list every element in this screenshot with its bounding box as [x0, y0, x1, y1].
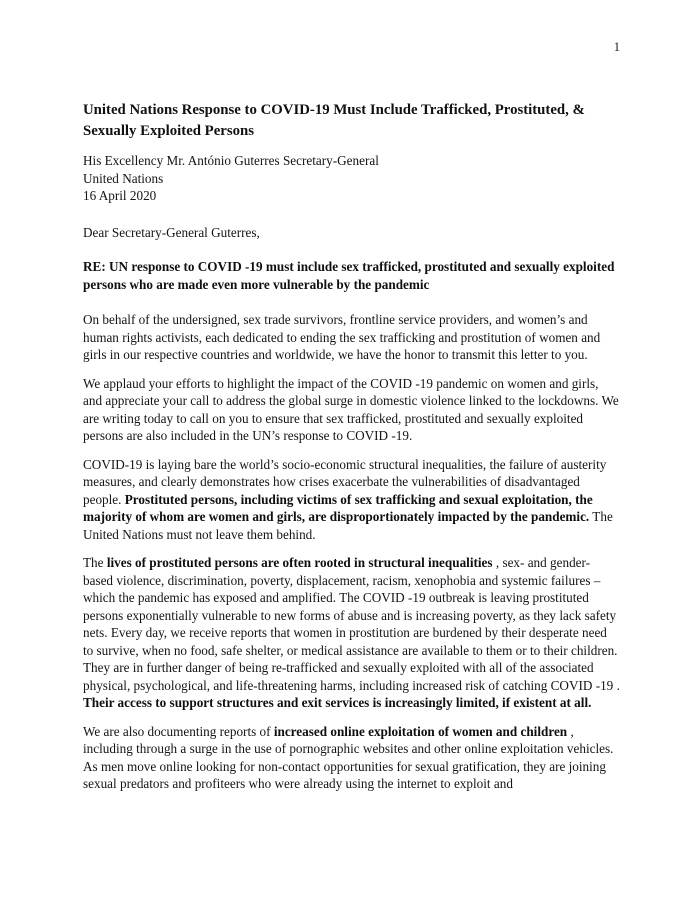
subject-line: RE: UN response to COVID -19 must include sex trafficked, prostituted and sexually exploited persons who are made even more vulnerable by the pandemic: [83, 259, 615, 292]
paragraph-segment-bold: lives of prostituted persons are often rooted in structural inequalities: [106, 555, 493, 570]
paragraph-segment: COVID-19 is laying bare the world’s socio-economic structural inequalities, the failure of austerity measures, and clearly demonstrates how crises exacerbate the vulnerabilities of disadvantaged people.: [83, 456, 607, 507]
paragraph-segment: The United Nations must not leave them behind.: [83, 509, 613, 542]
paragraph-3: [83, 456, 620, 544]
recipient-organization: United Nations: [83, 170, 164, 186]
paragraph-segment: , sex- and gender-based violence, discrimination, poverty, displacement, racism, xenophobia and systemic failures – which the pandemic has exposed and amplified. The COVID -19 outbreak is leaving prostituted persons exponentially vulnerable to new forms of abuse and is increasing poverty, as they lack safety nets. Every day, we receive reports that women in prostitution are burdened by their desperate need to survive, when no food, safe shelter, or medical assistance are available to them or to their children. They are in further danger of being re-trafficked and sexually exploited with all of the associated physical, psychological, and life-threatening harms, including increased risk of catching COVID -19 .: [83, 555, 620, 693]
paragraph-5: [83, 723, 620, 793]
paragraph-2: [83, 375, 620, 445]
paragraph-1: [83, 311, 620, 364]
paragraph-segment: , including through a surge in the use of pornographic websites and other online exploitation vehicles. As men move online looking for non-contact opportunities for sexual gratification, they are joining sexual predators and profiteers who were already using the internet to exploit and: [83, 723, 614, 791]
paragraph-segment: The: [83, 555, 107, 570]
recipient-name: His Excellency Mr. António Guterres Secretary-General: [83, 153, 379, 168]
page-number: 1: [613, 40, 620, 54]
paragraph-segment: We are also documenting reports of: [83, 723, 274, 739]
paragraph-segment-bold: Their access to support structures and exit services is increasingly limited, if existent at all.: [83, 695, 592, 710]
letter-body: [83, 311, 620, 793]
address-block: [83, 152, 620, 205]
paragraph-4: [83, 554, 620, 712]
letter-title: United Nations Response to COVID-19 Must Include Trafficked, Prostituted, & Sexually Exploited Persons: [83, 102, 585, 139]
paragraph-segment-bold: Prostituted persons, including victims of sex trafficking and sexual exploitation, the majority of whom are women and girls, are disproportionately impacted by the pandemic.: [83, 491, 593, 524]
paragraph-segment: On behalf of the undersigned, sex trade survivors, frontline service providers, and women’s and human rights activists, each dedicated to ending the sex trafficking and prostitution of women and girls in our respective countries and worldwide, we have the honor to transmit this letter to you.: [83, 312, 601, 362]
paragraph-segment-bold: increased online exploitation of women and children: [273, 723, 568, 739]
salutation: Dear Secretary-General Guterres,: [83, 224, 260, 240]
paragraph-segment: We applaud your efforts to highlight the impact of the COVID -19 pandemic on women and girls, and appreciate your call to address the global surge in domestic violence linked to the lockdowns. We are writing today to call on you to ensure that sex trafficked, prostituted and sexually exploited persons are also included in the UN’s response to COVID -19.: [83, 375, 619, 443]
letter-date: 16 April 2020: [83, 188, 157, 203]
